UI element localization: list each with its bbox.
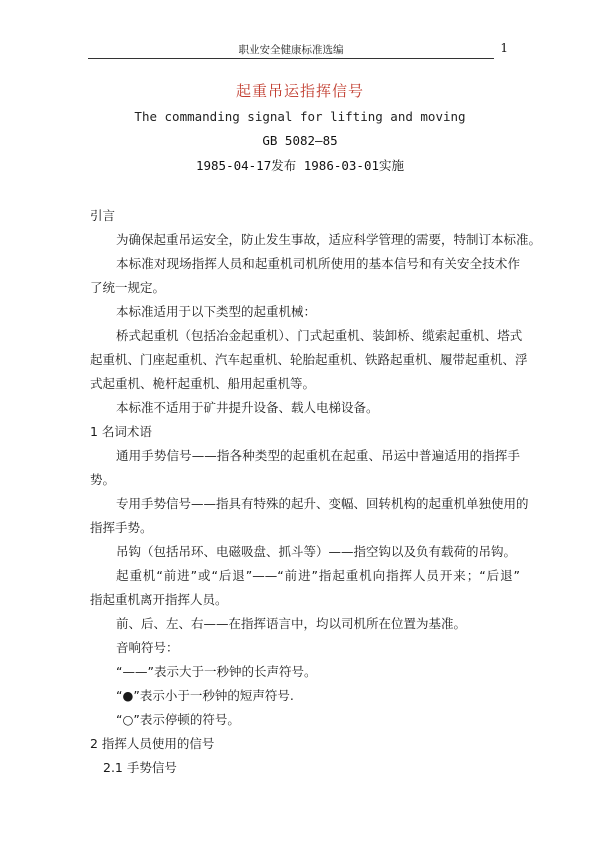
issue-and-effective-dates: 1985-04-17发布 1986-03-01实施	[195, 158, 405, 173]
paragraph-line: “○”表示停顿的符号。	[116, 712, 240, 727]
standard-code: GB 5082—85	[262, 133, 338, 148]
paragraph-line: 本标准不适用于矿井提升设备、载人电梯设备。	[116, 400, 379, 415]
paragraph-line: 音响符号：	[116, 640, 179, 655]
paragraph-line: 专用手势信号——指具有特殊的起升、变幅、回转机构的起重机单独使用的	[116, 496, 529, 511]
section-heading-terms: 1 名词术语	[90, 424, 152, 439]
paragraph-line: 指挥手势。	[90, 520, 153, 535]
paragraph-line: 起重机“前进”或“后退”——“前进”指起重机向指挥人员开来；“后退”	[116, 568, 520, 583]
paragraph-line: 起重机、门座起重机、汽车起重机、轮胎起重机、铁路起重机、履带起重机、浮	[90, 352, 528, 367]
document-subtitle-english: The commanding signal for lifting and moving	[134, 109, 466, 124]
paragraph-line: 通用手势信号——指各种类型的起重机在起重、吊运中普遍适用的指挥手	[116, 448, 520, 463]
paragraph-line: 本标准适用于以下类型的起重机械：	[116, 304, 317, 319]
paragraph-line: 本标准对现场指挥人员和起重机司机所使用的基本信号和有关安全技术作	[116, 256, 520, 271]
paragraph-line: 了统一规定。	[90, 280, 166, 295]
paragraph-line: 前、后、左、右——在指挥语言中，均以司机所在位置为基准。	[116, 616, 467, 631]
paragraph-line: 指起重机离开指挥人员。	[90, 592, 228, 607]
paragraph-line: 为确保起重吊运安全，防止发生事故，适应科学管理的需要，特制订本标准。	[116, 232, 542, 247]
paragraph-line: 吊钩（包括吊环、电磁吸盘、抓斗等）——指空钩以及负有载荷的吊钩。	[116, 544, 517, 559]
running-header	[88, 41, 508, 59]
paragraph-line: 桥式起重机（包括冶金起重机）、门式起重机、装卸桥、缆索起重机、塔式	[116, 328, 523, 343]
section-heading-signals: 2 指挥人员使用的信号	[90, 736, 215, 751]
section-heading-introduction: 引言	[90, 208, 116, 223]
page-number: 1	[500, 41, 508, 55]
paragraph-line: “●”表示小于一秒钟的短声符号.	[116, 688, 294, 703]
document-title: 起重吊运指挥信号	[235, 82, 364, 100]
paragraph-line: 势。	[90, 472, 116, 487]
paragraph-line: “——”表示大于一秒钟的长声符号。	[116, 664, 317, 679]
paragraph-line: 式起重机、桅杆起重机、船用起重机等。	[90, 376, 316, 391]
header-title: 职业安全健康标准选编	[238, 44, 344, 56]
subsection-heading-hand-signals: 2.1 手势信号	[103, 760, 177, 775]
